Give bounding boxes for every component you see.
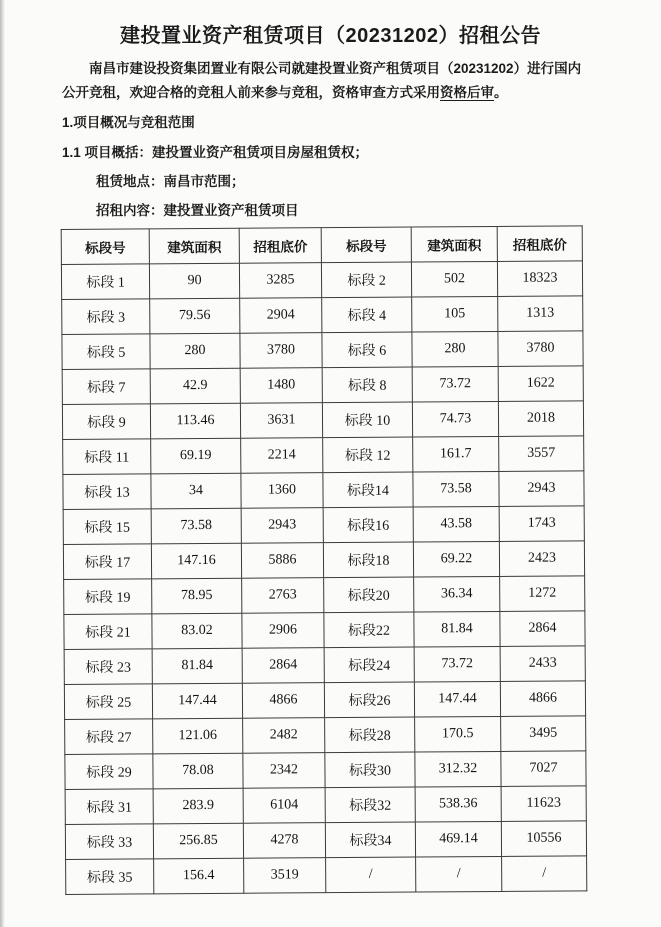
table-row: [64, 681, 585, 720]
cell-section-number: 标段 12: [323, 437, 413, 473]
cell-section-number: 标段24: [324, 647, 414, 683]
table-row: [65, 821, 586, 860]
cell-base-rent: /: [502, 856, 587, 892]
cell-base-rent: 2018: [498, 401, 583, 437]
cell-section-number: 标段34: [325, 822, 415, 858]
cell-base-rent: 3780: [240, 333, 322, 369]
cell-section-number: 标段 4: [322, 297, 412, 333]
cell-section-number: 标段 31: [65, 789, 153, 825]
table-row: [66, 856, 587, 895]
cell-base-rent: 4866: [500, 681, 585, 717]
cell-base-rent: 18323: [497, 261, 582, 297]
cell-building-area: 78.95: [152, 578, 242, 614]
section-1-heading: 1.项目概况与竞租范围: [62, 115, 195, 130]
cell-section-number: 标段32: [325, 787, 415, 823]
table-row: [63, 471, 584, 510]
cell-section-number: 标段16: [323, 507, 413, 543]
cell-base-rent: 1313: [498, 296, 583, 332]
cell-building-area: 43.58: [413, 506, 499, 542]
cell-building-area: 256.85: [153, 823, 243, 859]
cell-building-area: /: [416, 856, 502, 892]
col-header-price: 招租底价: [239, 228, 321, 264]
cell-building-area: 121.06: [153, 718, 243, 754]
cell-section-number: /: [326, 857, 416, 893]
cell-base-rent: 2423: [499, 541, 584, 577]
cell-building-area: 81.84: [152, 648, 242, 684]
cell-section-number: 标段 3: [62, 299, 150, 335]
cell-section-number: 标段28: [325, 717, 415, 753]
cell-building-area: 502: [411, 261, 497, 297]
cell-building-area: 280: [412, 331, 498, 367]
cell-building-area: 74.73: [412, 401, 498, 437]
table-row: [63, 541, 584, 580]
cell-building-area: 283.9: [153, 788, 243, 824]
cell-base-rent: 6104: [243, 788, 325, 824]
cell-section-number: 标段 8: [322, 367, 412, 403]
cell-base-rent: 4278: [243, 823, 325, 859]
cell-section-number: 标段 2: [321, 262, 411, 298]
table-row: [62, 296, 583, 335]
cell-section-number: 标段14: [323, 472, 413, 508]
document-title: 建投置业资产租赁项目（20231202）招租公告: [120, 25, 541, 47]
intro-paragraph: [62, 57, 611, 105]
cell-building-area: 113.46: [150, 403, 240, 439]
cell-building-area: 69.22: [413, 541, 499, 577]
cell-section-number: 标段26: [324, 682, 414, 718]
cell-base-rent: 3631: [240, 403, 322, 439]
cell-section-number: 标段 25: [64, 684, 152, 720]
cell-base-rent: 2864: [500, 611, 585, 647]
cell-building-area: 73.58: [151, 508, 241, 544]
cell-base-rent: 5886: [241, 543, 323, 579]
cell-base-rent: 2906: [242, 613, 324, 649]
table-row: [65, 786, 586, 825]
cell-base-rent: 2482: [243, 718, 325, 754]
cell-section-number: 标段 17: [63, 544, 151, 580]
cell-base-rent: 2342: [243, 753, 325, 789]
cell-base-rent: 2904: [240, 298, 322, 334]
cell-building-area: 147.44: [414, 681, 500, 717]
cell-building-area: 36.34: [414, 576, 500, 612]
cell-base-rent: 1480: [240, 368, 322, 404]
cell-building-area: 312.32: [415, 751, 501, 787]
cell-building-area: 469.14: [415, 821, 501, 857]
col-header-area: 建筑面积: [149, 228, 239, 264]
table-row: [65, 751, 586, 790]
scan-edge-shadow: [0, 0, 5, 927]
table-row: [63, 506, 584, 545]
cell-building-area: 73.72: [414, 646, 500, 682]
cell-base-rent: 2943: [241, 508, 323, 544]
cell-building-area: 147.16: [151, 543, 241, 579]
cell-section-number: 标段 13: [63, 474, 151, 510]
cell-building-area: 78.08: [153, 753, 243, 789]
cell-base-rent: 3495: [501, 716, 586, 752]
cell-base-rent: 3780: [498, 331, 583, 367]
table-row: [64, 646, 585, 685]
cell-section-number: 标段 19: [64, 579, 152, 615]
intro-underlined-term: 资格后审: [440, 85, 494, 100]
clause-lease-content: 招租内容：建投置业资产租赁项目: [96, 203, 299, 218]
cell-base-rent: 2864: [242, 648, 324, 684]
col-header-area: 建筑面积: [411, 226, 497, 262]
cell-section-number: 标段 10: [322, 402, 412, 438]
cell-section-number: 标段 1: [61, 264, 149, 300]
cell-building-area: 90: [149, 263, 239, 299]
cell-building-area: 280: [150, 333, 240, 369]
cell-section-number: 标段 7: [62, 369, 150, 405]
cell-building-area: 538.36: [415, 786, 501, 822]
cell-section-number: 标段22: [324, 612, 414, 648]
bid-sections-table: [61, 225, 588, 895]
cell-building-area: 170.5: [415, 716, 501, 752]
cell-building-area: 161.7: [413, 436, 499, 472]
clause-project-overview: 1.1 项目概括：建投置业资产租赁项目房屋租赁权；: [62, 145, 369, 160]
cell-base-rent: 1360: [241, 473, 323, 509]
cell-building-area: 81.84: [414, 611, 500, 647]
cell-base-rent: 1743: [499, 506, 584, 542]
cell-section-number: 标段 33: [65, 824, 153, 860]
cell-base-rent: 2214: [241, 438, 323, 474]
table-row: [62, 401, 583, 440]
cell-base-rent: 4866: [242, 683, 324, 719]
table-row: [61, 261, 582, 300]
cell-section-number: 标段 23: [64, 649, 152, 685]
bid-sections-table-wrapper: [61, 225, 661, 895]
cell-section-number: 标段 35: [66, 859, 154, 895]
cell-section-number: 标段18: [323, 542, 413, 578]
cell-building-area: 34: [151, 473, 241, 509]
table-row: [62, 366, 583, 405]
col-header-price: 招租底价: [497, 226, 582, 262]
cell-building-area: 83.02: [152, 613, 242, 649]
cell-base-rent: 10556: [501, 821, 586, 857]
intro-line2-text: 公开竞租，欢迎合格的竞租人前来参与竞租，资格审查方式采用: [62, 85, 440, 100]
col-header-section: 标段号: [321, 227, 411, 263]
table-row: [64, 576, 585, 615]
cell-building-area: 105: [412, 296, 498, 332]
cell-base-rent: 2763: [242, 578, 324, 614]
cell-section-number: 标段 15: [63, 509, 151, 545]
col-header-section: 标段号: [61, 229, 149, 265]
cell-section-number: 标段 21: [64, 614, 152, 650]
cell-section-number: 标段 11: [63, 439, 151, 475]
cell-base-rent: 7027: [501, 751, 586, 787]
table-row: [65, 716, 586, 755]
cell-base-rent: 1272: [500, 576, 585, 612]
cell-building-area: 147.44: [152, 683, 242, 719]
cell-building-area: 69.19: [151, 438, 241, 474]
table-row: [63, 436, 584, 475]
cell-base-rent: 1622: [498, 366, 583, 402]
cell-base-rent: 3285: [239, 263, 321, 299]
cell-base-rent: 11623: [501, 786, 586, 822]
cell-section-number: 标段20: [324, 577, 414, 613]
cell-building-area: 79.56: [150, 298, 240, 334]
clause-lease-location: 租赁地点：南昌市范围；: [96, 174, 245, 189]
table-row: [64, 611, 585, 650]
cell-section-number: 标段 9: [62, 404, 150, 440]
cell-building-area: 73.72: [412, 366, 498, 402]
cell-base-rent: 3519: [244, 858, 326, 894]
cell-section-number: 标段 29: [65, 754, 153, 790]
intro-line1: 南昌市建设投资集团置业有限公司就建投置业资产租赁项目（20231202）进行国内: [89, 61, 582, 76]
table-row: [62, 331, 583, 370]
cell-base-rent: 2943: [499, 471, 584, 507]
cell-section-number: 标段 5: [62, 334, 150, 370]
intro-line2-period: 。: [494, 85, 508, 100]
cell-building-area: 42.9: [150, 368, 240, 404]
cell-building-area: 156.4: [154, 858, 244, 894]
cell-section-number: 标段 6: [322, 332, 412, 368]
cell-base-rent: 2433: [500, 646, 585, 682]
table-header-row: [61, 226, 582, 265]
cell-base-rent: 3557: [499, 436, 584, 472]
cell-section-number: 标段30: [325, 752, 415, 788]
cell-building-area: 73.58: [413, 471, 499, 507]
cell-section-number: 标段 27: [65, 719, 153, 755]
